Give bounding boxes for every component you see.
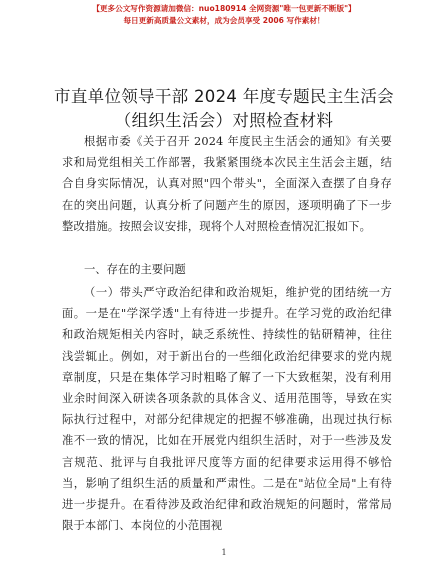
intro-text: 根据市委《关于召开 2024 年度民主生活会的通知》有关要求和局党组相关工作部署，我紧紧围绕本次民主生活会主题，结合自身实际情况，认真对照"四个带头"，全面深入查摆了自身存在的突出问题，认真分析了问题产生的原因，逐项明确了下一步整改措施。按照会议安排，现将个人对照检查情况汇报如下。 — [62, 135, 392, 233]
intro-paragraph — [62, 131, 392, 237]
document-title-line2: （组织生活会）对照检查材料 — [114, 111, 334, 130]
section-heading: 一、存在的主要问题 — [84, 263, 186, 276]
document-title-line1: 市直单位领导干部 2024 年度专题民主生活会 — [54, 87, 394, 106]
body-paragraph-text: （一）带头严守政治纪律和政治规矩，维护党的团结统一方面。一是在"学深学透"上有待进一步提升。在学习党的政治纪律和政治规矩相关内容时，缺乏系统性、持续性的钻研精神，往往浅尝辄止。例如，对于新出台的一些细化政治纪律要求的党内规章制度，只是在集体学习时粗略了解了一下大致框架，没有利用业余时间深入研读各项条款的具体含义、适用范围等，导致在实际执行过程中，对部分纪律规定的把握不够准确，出现过执行标准不一致的情况，比如在开展党内组织生活时，对于一些涉及发言规范、批评与自我批评尺度等方面的纪律要求运用得不够恰当，影响了组织生活的质量和严肃性。二是在"站位全局"上有待进一步提升。在看待涉及政治纪律和政治规矩的问题时，常常局限于本部门、本岗位的小范围视 — [62, 286, 392, 533]
body-paragraph — [62, 282, 392, 536]
promo-banner-line1: 【更多公文写作资源请加微信：nuo180914 全网资源"唯一包更新不断版"】 — [92, 4, 356, 13]
promo-banner — [0, 2, 448, 27]
page-number: 1 — [221, 548, 227, 557]
promo-banner-line2: 每日更新高质量公文素材，成为会员享受 2006 写作素材！ — [123, 16, 325, 25]
